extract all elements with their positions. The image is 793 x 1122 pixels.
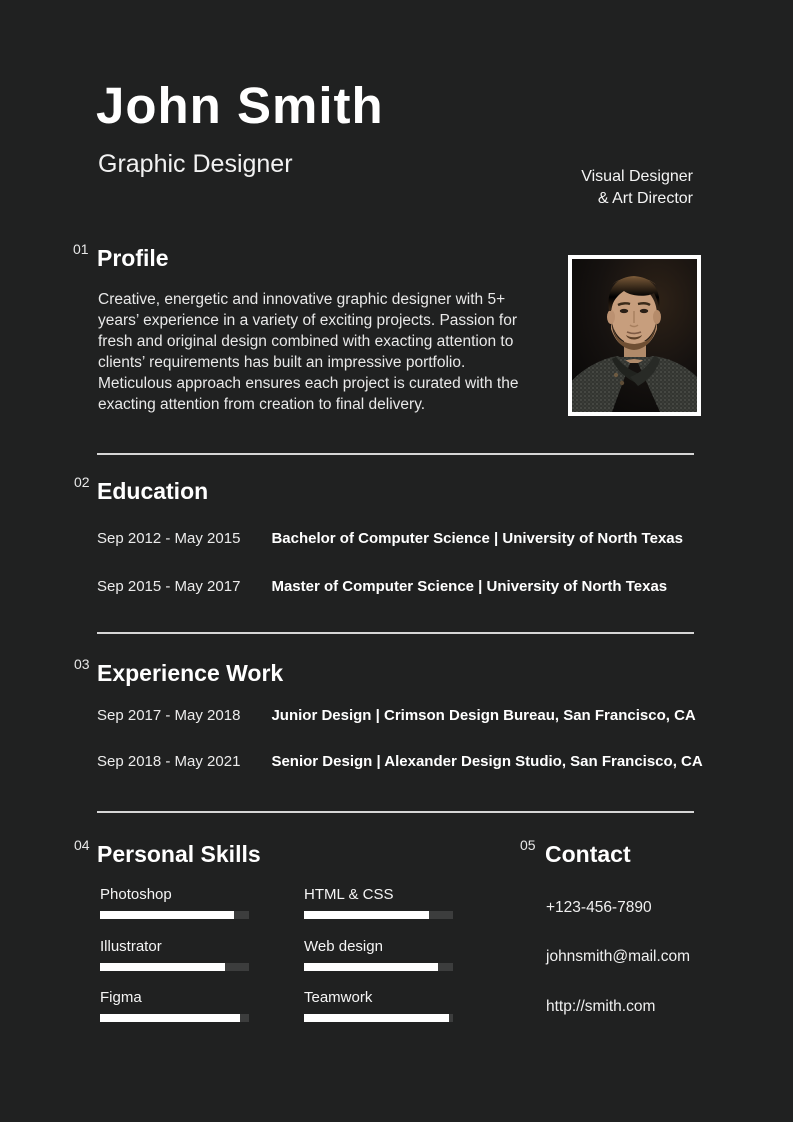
- skill-label: Photoshop: [100, 886, 172, 903]
- contact-phone: +123-456-7890: [546, 899, 652, 916]
- skill-label: Illustrator: [100, 938, 162, 955]
- skill-item: [304, 938, 453, 971]
- skill-bar-fill: [100, 963, 225, 971]
- experience-row: [97, 707, 696, 725]
- skill-bar-fill: [100, 911, 234, 919]
- divider: [97, 811, 694, 813]
- section-heading-skills: Personal Skills: [97, 841, 261, 867]
- education-row: [97, 578, 667, 596]
- skill-item: [100, 989, 249, 1022]
- skill-item: [304, 886, 453, 919]
- skill-label: HTML & CSS: [304, 886, 394, 903]
- experience-dates: Sep 2018 - May 2021: [97, 753, 241, 770]
- section-heading-contact: Contact: [545, 841, 631, 867]
- education-dates: Sep 2012 - May 2015: [97, 530, 241, 547]
- skill-bar: [100, 963, 249, 971]
- skill-item: [100, 886, 249, 919]
- education-row: [97, 530, 683, 548]
- contact-email: johnsmith@mail.com: [546, 948, 691, 965]
- skill-bar-fill: [304, 911, 429, 919]
- education-description: Bachelor of Computer Science | University of North Texas: [271, 530, 683, 547]
- skill-bar-fill: [100, 1014, 240, 1022]
- skill-bar: [304, 1014, 453, 1022]
- divider: [97, 632, 694, 634]
- skill-bar: [304, 911, 453, 919]
- section-number-education: 02: [74, 474, 90, 490]
- portrait-photo: [568, 255, 701, 416]
- role-line-2: & Art Director: [597, 190, 693, 207]
- skill-bar-fill: [304, 1014, 449, 1022]
- section-number-profile: 01: [73, 241, 89, 257]
- section-number-skills: 04: [74, 837, 90, 853]
- skill-label: Teamwork: [304, 989, 373, 1006]
- section-number-experience: 03: [74, 656, 90, 672]
- skill-label: Figma: [100, 989, 142, 1006]
- skill-item: [304, 989, 453, 1022]
- divider: [97, 453, 694, 455]
- profile-summary: Creative, energetic and innovative graphic designer with 5+ years’ experience in a variety of exciting projects. Passion for fresh and original design combined with exacting attention to clients’ requirements has built an impressive portfolio. Meticulous approach ensures each project is curated with the exacting attention from creation to final delivery.: [98, 291, 519, 413]
- section-heading-experience: Experience Work: [97, 660, 284, 686]
- skill-bar: [100, 911, 249, 919]
- education-description: Master of Computer Science | University of North Texas: [271, 578, 668, 595]
- section-number-contact: 05: [520, 837, 536, 853]
- skill-item: [100, 938, 249, 971]
- skill-label: Web design: [304, 938, 383, 955]
- experience-dates: Sep 2017 - May 2018: [97, 707, 241, 724]
- person-title: Graphic Designer: [98, 150, 293, 178]
- portrait-illustration: [572, 259, 697, 412]
- contact-website: http://smith.com: [546, 998, 656, 1015]
- experience-description: Junior Design | Crimson Design Bureau, San Francisco, CA: [271, 707, 696, 724]
- skill-bar: [100, 1014, 249, 1022]
- education-dates: Sep 2015 - May 2017: [97, 578, 241, 595]
- section-heading-profile: Profile: [97, 245, 169, 271]
- section-heading-education: Education: [97, 478, 209, 504]
- skill-bar-fill: [304, 963, 438, 971]
- experience-row: [97, 753, 703, 771]
- role-line-1: Visual Designer: [581, 168, 693, 185]
- person-name: John Smith: [96, 77, 384, 134]
- skill-bar: [304, 963, 453, 971]
- experience-description: Senior Design | Alexander Design Studio, San Francisco, CA: [271, 753, 703, 770]
- role-tagline: [581, 166, 693, 210]
